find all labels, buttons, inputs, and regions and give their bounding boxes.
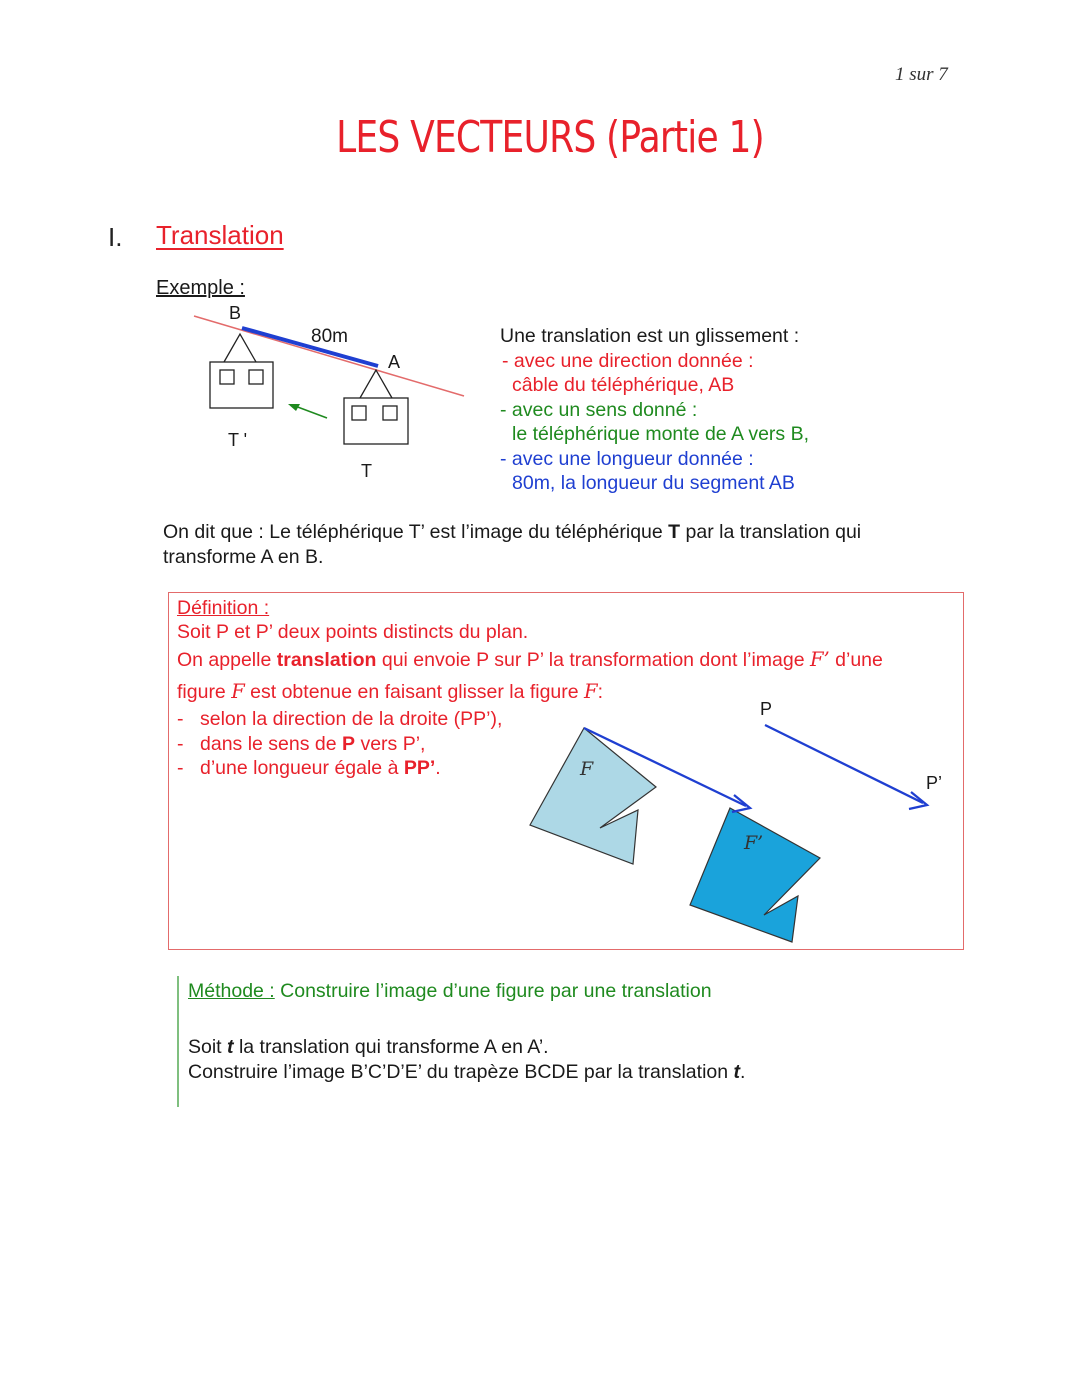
translation-figure: [520, 700, 960, 950]
vector-P-to-P-prime: [765, 725, 927, 809]
def-line2-c: d’une: [829, 649, 883, 671]
methode-line2: [188, 1060, 745, 1085]
on-dit-text-a: On dit que : Le téléphérique T’ est l’image du téléphérique: [163, 521, 669, 543]
page-number: 1 sur 7: [895, 64, 948, 85]
definition-label: Définition :: [177, 597, 270, 619]
def-figure-F-prime: F’: [810, 648, 830, 671]
page-title: LES VECTEURS (Partie 1): [336, 112, 764, 163]
example-sens-detail: le téléphérique monte de A vers B,: [512, 423, 810, 445]
on-dit-line2: transforme A en B.: [163, 545, 324, 568]
def-figure-F: F: [231, 680, 245, 703]
bullet1-text: selon la direction de la droite (PP’),: [200, 708, 503, 730]
figure-F-prime-shape: [690, 808, 820, 942]
point-P-prime-label: P’: [926, 773, 943, 793]
def-line2-bold: translation: [276, 649, 377, 671]
methode-t-1: t: [227, 1036, 234, 1058]
green-arrow: [288, 404, 327, 418]
definition-bullet-1: - selon la direction de la droite (PP’),: [177, 708, 503, 730]
section-title: Translation: [156, 220, 284, 250]
def-line2-a: On appelle: [177, 649, 277, 671]
example-longueur-line: - avec une longueur donnée :: [500, 447, 754, 470]
def-line3-c: :: [597, 681, 603, 703]
cabin-T-prime: [210, 334, 273, 408]
example-sens-line: - avec un sens donné :: [500, 398, 698, 421]
bullet3-text-a: d’une longueur égale à: [200, 757, 404, 779]
methode-line2-b: .: [740, 1060, 746, 1083]
point-P-label: P: [760, 699, 773, 719]
bullet2-text-b: vers P’,: [355, 732, 426, 755]
example-intro: Une translation est un glissement :: [500, 325, 800, 347]
methode-label: Méthode :: [188, 980, 275, 1002]
methode-title: Construire l’image d’une figure par une translation: [274, 980, 712, 1002]
methode-line1-b: la translation qui transforme A en A’.: [233, 1036, 549, 1058]
methode-body: [188, 1035, 745, 1084]
example-label: Exemple :: [156, 277, 245, 299]
methode-bar: [177, 976, 179, 1107]
figure-F-prime-label: F’: [744, 832, 764, 854]
section-number: I.: [108, 222, 123, 252]
figure-F-shape: [530, 728, 656, 864]
cabin-T-prime-label: T ': [228, 430, 248, 450]
methode-heading: [188, 979, 712, 1004]
example-text: [500, 324, 809, 496]
definition-bullets: [177, 707, 502, 781]
def-line3-a: figure: [177, 681, 232, 703]
bullet2-bold: P: [342, 732, 356, 755]
point-B-label: B: [229, 303, 242, 323]
example-direction-detail: câble du téléphérique, AB: [512, 374, 735, 396]
on-dit-paragraph: [163, 520, 861, 569]
methode-line2-a: Construire l’image B’C’D’E’ du trapèze BCDE par la translation: [188, 1060, 734, 1083]
def-line2-b: qui envoie P sur P’ la transformation dont l’image: [376, 649, 810, 671]
definition-bullet-2: - dans le sens de P vers P’,: [177, 732, 426, 755]
on-dit-bold-T: T: [668, 521, 681, 543]
def-figure-F-2: F: [584, 680, 598, 703]
def-line3-b: est obtenue en faisant glisser la figure: [244, 681, 585, 703]
point-A-label: A: [388, 352, 401, 372]
bullet3-bold: PP’: [403, 757, 436, 779]
methode-t-2: t: [733, 1060, 741, 1083]
example-longueur-detail: 80m, la longueur du segment AB: [512, 472, 795, 494]
bullet2-text-a: dans le sens de: [200, 732, 343, 755]
distance-label: 80m: [311, 326, 348, 347]
bullet3-text-b: .: [435, 757, 441, 779]
example-direction-line: - avec une direction donnée :: [502, 349, 754, 372]
cabin-T-label: T: [361, 461, 372, 481]
definition-bullet-3: - d’une longueur égale à PP’.: [177, 757, 441, 779]
definition-line1: Soit P et P’ deux points distincts du plan.: [177, 621, 529, 643]
methode-line1: [188, 1035, 745, 1060]
on-dit-text-b: par la translation qui: [680, 521, 862, 543]
cabin-T: [344, 370, 408, 444]
segment-AB: [242, 328, 378, 366]
methode-line1-a: Soit: [188, 1036, 228, 1058]
definition-line2: [177, 648, 883, 673]
figure-F-label: F: [580, 758, 594, 780]
